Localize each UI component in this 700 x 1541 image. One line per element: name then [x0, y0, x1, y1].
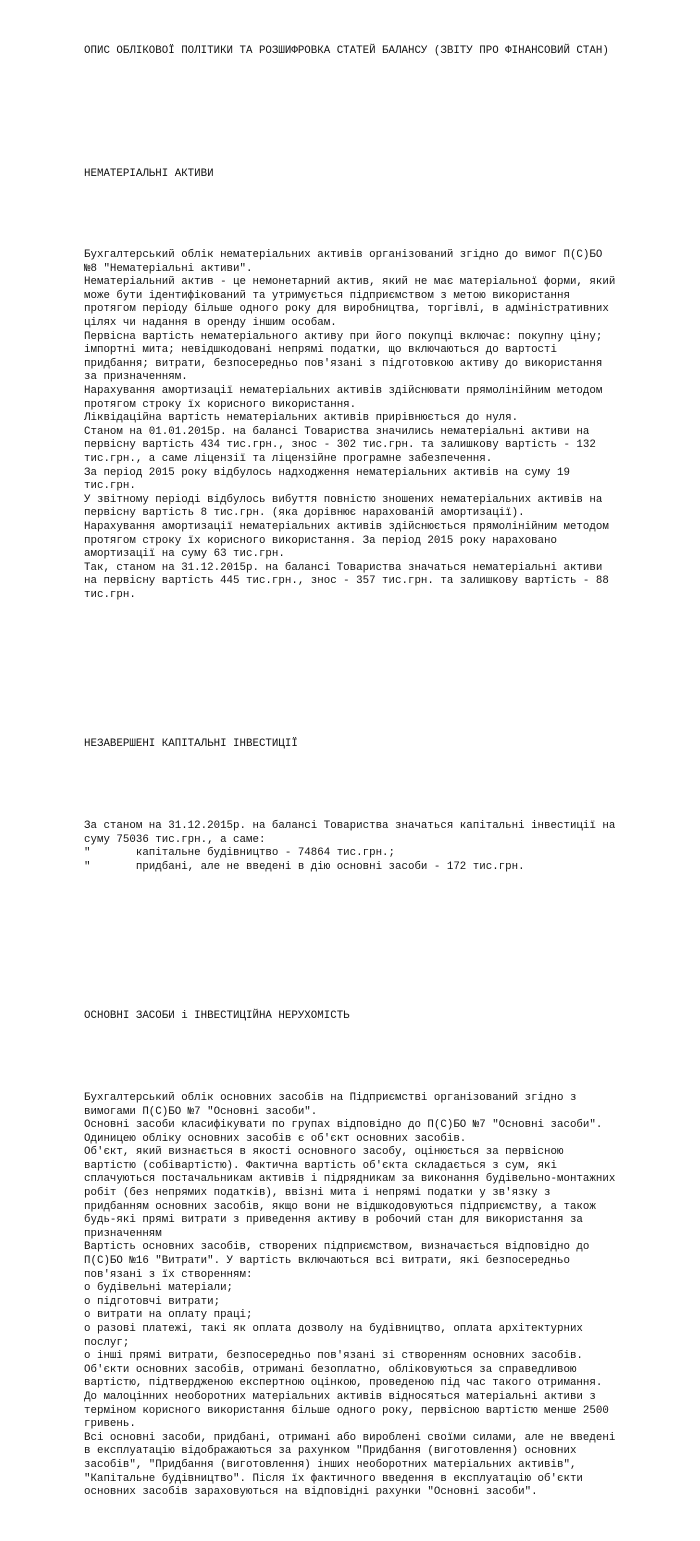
text-line: Ліквідаційна вартість нематеріальних активів прирівнюється до нуля. [84, 412, 519, 425]
text-line: призначенням [84, 1227, 162, 1240]
section-heading: НЕЗАВЕРШЕНІ КАПІТАЛЬНІ ІНВЕСТИЦІЇ [84, 738, 298, 751]
text-line: вимогами П(С)БО №7 "Основні засоби". [84, 1105, 318, 1118]
text-line: суму 75036 тис.грн., а саме: [84, 833, 266, 846]
text-line: терміном корисного використання більше одного року, первісною вартістю менше 2500 [84, 1404, 609, 1417]
section-capital-investments [84, 711, 676, 901]
text-line: може бути ідентифікований та утримується підприємством з метою використання [84, 289, 570, 302]
section-heading: ОСНОВНІ ЗАСОБИ і ІНВЕСТИЦІЙНА НЕРУХОМІСТЬ [84, 1010, 350, 1023]
text-line: придбання; витрати, безпосередньо пов'язані з підготовкою активу до використання [84, 357, 603, 370]
section-intangible-assets [84, 140, 676, 629]
text-line: сплачуються постачальникам активів і підрядникам за виконання будівельно-монтажних [84, 1173, 616, 1186]
text-line: в експлуатацію відображаються за рахунком "Придбання (виготовлення) основних [84, 1445, 577, 1458]
text-line: вартістю (собівартістю). Фактична вартість об'єкта складається з сум, які [84, 1159, 557, 1172]
text-line: цілях чи надання в оренду іншим особам. [84, 317, 337, 330]
text-line: Станом на 01.01.2015р. на балансі Товариства значились нематеріальні активи на [84, 425, 590, 438]
text-line: За період 2015 року відбулось надходження нематеріальних активів на суму 19 [84, 466, 570, 479]
text-line: Бухгалтерський облік основних засобів на Підприємстві організований згідно з [84, 1091, 577, 1104]
text-line: " капітальне будівництво - 74864 тис.грн.; [84, 847, 396, 860]
section-text [84, 820, 676, 874]
document-body [84, 14, 676, 1541]
text-line: первісну вартість 8 тис.грн. (яка дорівнює нарахованій амортизації). [84, 507, 525, 520]
text-line: гривень. [84, 1418, 136, 1431]
text-line: протягом періоду більше одного року для виробництва, торгівлі, в адміністративних [84, 303, 609, 316]
text-line: П(С)БО №16 "Витрати". У вартість включаються всі витрати, які безпосередньо [84, 1255, 570, 1268]
text-line: тис.грн., а саме ліцензії та ліцензійне програмне забезпечення. [84, 453, 493, 465]
text-line: " придбані, але не введені в дію основні засоби - 172 тис.грн. [84, 860, 525, 873]
text-line: на первісну вартість 445 тис.грн., знос - 357 тис.грн. та залишкову вартість - 88 [84, 575, 609, 588]
text-line: Всі основні засоби, придбані, отримані або вироблені своїми силами, але не введені [84, 1431, 616, 1444]
text-line: пов'язані з їх створенням: [84, 1268, 253, 1281]
text-line: №8 "Нематеріальні активи". [84, 262, 253, 275]
text-line: будь-які прямі витрати з приведення активу в робочий стан для використання за [84, 1214, 583, 1227]
text-line: о будівельні матеріали; [84, 1282, 234, 1295]
text-line: Об'єкти основних засобів, отримані безоплатно, обліковуються за справедливою [84, 1363, 577, 1376]
text-line: засобів", "Придбання (виготовлення) інших необоротних матеріальних активів", [84, 1458, 577, 1471]
text-line: робіт (без непрямих податків), ввізні мита і непрямі податки у зв'язку з [84, 1187, 551, 1200]
text-line: Нарахування амортизації нематеріальних активів здійснюється прямолінійним методом [84, 520, 609, 533]
section-heading: НЕМАТЕРІАЛЬНІ АКТИВИ [84, 167, 214, 180]
text-line: вартістю, підтвердженою експертною оцінкою, проведеною під час такого отримання. [84, 1377, 603, 1390]
text-line: тис.грн. [84, 588, 136, 601]
text-line: Бухгалтерський облік нематеріальних активів організований згідно до вимог П(С)БО [84, 249, 603, 262]
document-title: ОПИС ОБЛІКОВОЇ ПОЛІТИКИ ТА РОЗШИФРОВКА СТАТЕЙ БАЛАНСУ (ЗВІТУ ПРО ФІНАНСОВИЙ СТАН) [84, 45, 609, 58]
text-line: послуг; [84, 1336, 130, 1349]
text-line: основних засобів зараховуються на відповідні рахунки "Основні засоби". [84, 1486, 538, 1499]
text-line: Основні засоби класифікувати по групах відповідно до П(С)БО №7 "Основні засоби". [84, 1119, 603, 1132]
text-line: протягом строку їх корисного використання. За період 2015 року нараховано [84, 534, 557, 547]
text-line: о разові платежі, такі як оплата дозволу на будівництво, оплата архітектурних [84, 1323, 583, 1335]
text-line: о інші прямі витрати, безпосередньо пов'язані зі створенням основних засобів. [84, 1350, 583, 1363]
text-line: До малоцінних необоротних матеріальних активів відносяться матеріальні активи з [84, 1390, 596, 1403]
text-line: о витрати на оплату праці; [84, 1309, 253, 1322]
text-line: Вартість основних засобів, створених підприємством, визначається відповідно до [84, 1241, 590, 1254]
text-line: Об'єкт, який визнається в якості основного засобу, оцінюється за первісною [84, 1146, 564, 1159]
section-text [84, 1092, 676, 1500]
text-line: Первісна вартість нематеріального активу при його покупці включає: покупну ціну; [84, 330, 603, 343]
text-line: У звітному періоді відбулось вибуття повністю зношених нематеріальних активів на [84, 493, 603, 506]
text-line: Так, станом на 31.12.2015р. на балансі Товариства значаться нематеріальні активи [84, 561, 603, 574]
text-line: придбанням основних засобів, якщо вони не відшкодовуються підприємству, а також [84, 1200, 596, 1213]
text-line: протягом строку їх корисного використання. [84, 398, 357, 411]
text-line: "Капітальне будівництво". Після їх фактичного введення в експлуатацію об'єкти [84, 1472, 583, 1485]
text-line: о підготовчі витрати; [84, 1295, 221, 1308]
text-line: імпортні мита; невідшкодовані непрямі податки, що включаються до вартості [84, 344, 557, 357]
section-fixed-assets [84, 983, 676, 1527]
text-line: За станом на 31.12.2015р. на балансі Товариства значаться капітальні інвестиції на [84, 820, 616, 833]
text-line: амортизації на суму 63 тис.грн. [84, 548, 285, 561]
text-line: Нематеріальний актив - це немонетарний актив, який не має матеріальної форми, який [84, 276, 616, 289]
text-line: первісну вартість 434 тис.грн., знос - 302 тис.грн. та залишкову вартість - 132 [84, 439, 596, 452]
text-line: Нарахування амортизації нематеріальних активів здійснювати прямолінійним методом [84, 385, 603, 398]
text-line: за призначенням. [84, 371, 188, 384]
section-text [84, 249, 676, 602]
text-line: тис.грн. [84, 480, 136, 493]
text-line: Одиницею обліку основних засобів є об'єкт основних засобів. [84, 1132, 467, 1145]
